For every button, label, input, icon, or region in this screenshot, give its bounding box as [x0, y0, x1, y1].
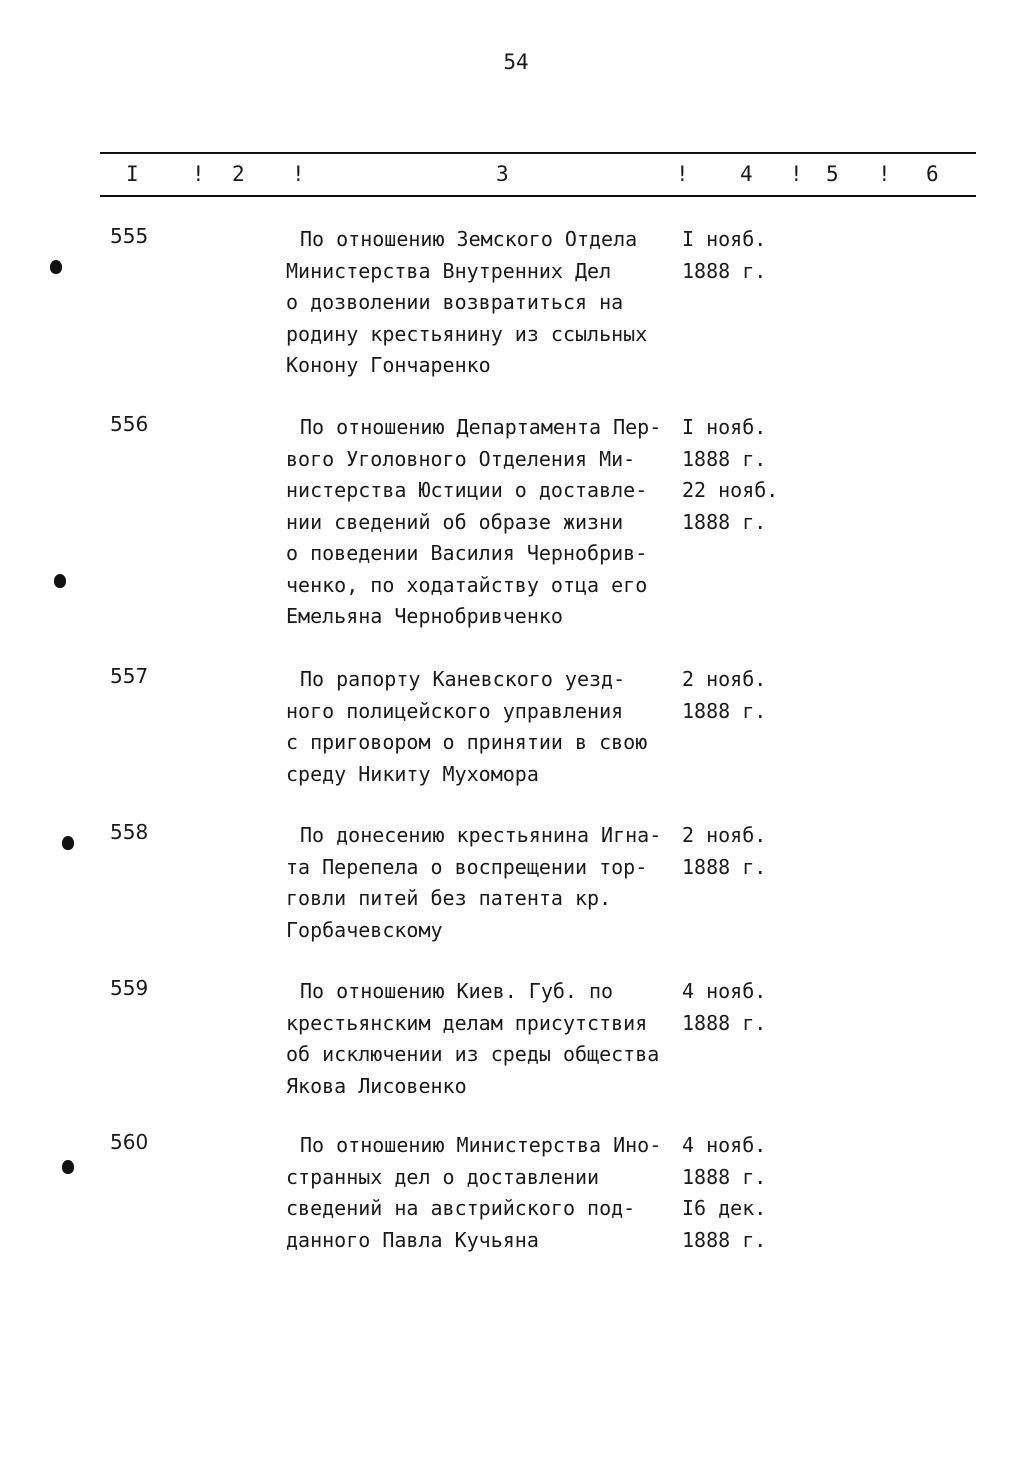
- binding-hole-mark: [62, 836, 74, 850]
- header-col-2: 2: [232, 162, 245, 186]
- date-line: 2 нояб.: [682, 823, 767, 847]
- table-header-bottom-rule: [100, 195, 976, 197]
- date-line: 1888 г.: [682, 509, 767, 534]
- description-line: По отношению Департамента Пер-: [300, 415, 662, 439]
- description-line: ченко, по ходатайству отца его: [286, 572, 648, 597]
- entry-number: 556: [110, 412, 149, 436]
- date-line: 1888 г.: [682, 698, 767, 723]
- date-line: 1888 г.: [682, 854, 767, 879]
- date-line: 4 нояб.: [682, 979, 767, 1003]
- entry-dates: [682, 664, 802, 727]
- entry-dates: [682, 412, 802, 538]
- date-line: 1888 г.: [682, 258, 767, 283]
- entry-dates: [682, 224, 802, 287]
- description-line: среду Никиту Мухомора: [286, 761, 539, 786]
- description-line: По отношению Киев. Губ. по: [300, 979, 614, 1003]
- description-line: По отношению Министерства Ино-: [300, 1133, 662, 1157]
- description-line: сведений на австрийского под-: [286, 1196, 636, 1220]
- entry-description: [286, 820, 686, 946]
- header-separator: !: [192, 162, 205, 186]
- entry-number: 559: [110, 976, 149, 1000]
- entry-number: 557: [110, 664, 149, 688]
- header-separator: !: [790, 162, 803, 186]
- entry-number: 560: [110, 1130, 149, 1154]
- date-line: 1888 г.: [682, 446, 767, 471]
- description-line: нистерства Юстиции о доставле-: [286, 478, 648, 502]
- description-line: Емельяна Чернобривченко: [286, 604, 563, 628]
- description-line: о дозволении возвратиться на: [286, 290, 624, 314]
- description-line: данного Павла Кучьяна: [286, 1227, 539, 1252]
- header-col-1: I: [126, 162, 139, 186]
- header-separator: !: [676, 162, 689, 186]
- description-line: По отношению Земского Отдела: [300, 227, 638, 251]
- date-line: 4 нояб.: [682, 1133, 767, 1157]
- description-line: Якова Лисовенко: [286, 1073, 467, 1098]
- entry-description: [286, 412, 686, 633]
- description-line: нии сведений об образе жизни: [286, 509, 624, 534]
- date-line: 1888 г.: [682, 1227, 767, 1252]
- description-line: та Перепела о воспрещении тор-: [286, 854, 648, 879]
- date-line: 2 нояб.: [682, 667, 767, 691]
- entry-number: 555: [110, 224, 149, 248]
- description-line: Горбачевскому: [286, 917, 443, 942]
- description-line: По донесению крестьянина Игна-: [300, 823, 662, 847]
- header-col-5: 5: [826, 162, 839, 186]
- description-line: с приговором о принятии в свою: [286, 730, 648, 754]
- date-line: I нояб.: [682, 415, 767, 439]
- header-separator: !: [878, 162, 891, 186]
- date-line: 1888 г.: [682, 1010, 767, 1035]
- table-header-top-rule: [100, 152, 976, 154]
- description-line: По рапорту Каневского уезд-: [300, 667, 626, 691]
- entry-description: [286, 664, 686, 790]
- description-line: об исключении из среды общества: [286, 1042, 660, 1066]
- entry-description: [286, 224, 686, 382]
- binding-hole-mark: [62, 1160, 74, 1174]
- header-col-4: 4: [740, 162, 753, 186]
- header-separator: !: [292, 162, 305, 186]
- description-line: Министерства Внутренних Дел: [286, 258, 612, 283]
- entry-description: [286, 1130, 686, 1256]
- header-col-3: 3: [496, 162, 509, 186]
- date-line: 22 нояб.: [682, 478, 779, 502]
- entry-number: 558: [110, 820, 149, 844]
- description-line: странных дел о доставлении: [286, 1164, 600, 1189]
- date-line: I нояб.: [682, 227, 767, 251]
- description-line: о поведении Василия Чернобрив-: [286, 541, 648, 565]
- description-line: крестьянским делам присутствия: [286, 1010, 648, 1035]
- entry-description: [286, 976, 686, 1102]
- entry-dates: [682, 820, 802, 883]
- description-line: говли питей без патента кр.: [286, 886, 612, 910]
- date-line: 1888 г.: [682, 1164, 767, 1189]
- description-line: ного полицейского управления: [286, 698, 624, 723]
- header-col-6: 6: [926, 162, 939, 186]
- description-line: родину крестьянину из ссыльных: [286, 321, 648, 346]
- page-number: 54: [503, 50, 529, 74]
- description-line: вого Уголовного Отделения Ми-: [286, 446, 636, 471]
- binding-hole-mark: [50, 260, 62, 274]
- entry-dates: [682, 1130, 802, 1256]
- binding-hole-mark: [54, 574, 66, 588]
- date-line: I6 дек.: [682, 1196, 767, 1220]
- entry-dates: [682, 976, 802, 1039]
- description-line: Конону Гончаренко: [286, 353, 491, 377]
